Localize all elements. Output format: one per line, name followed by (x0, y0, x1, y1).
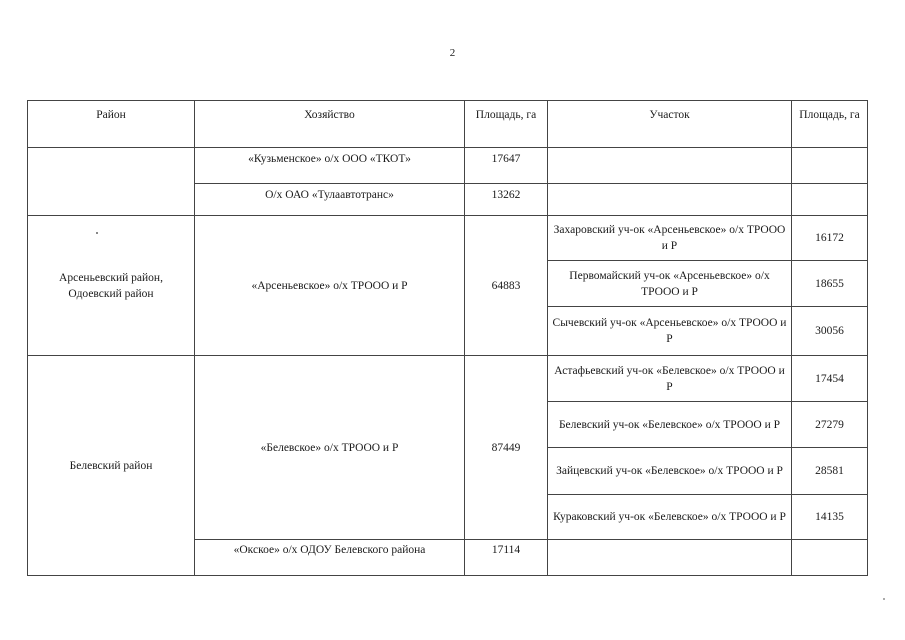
plot-area-cell: 27279 (792, 402, 868, 448)
district-cell: Белевский район (28, 356, 195, 576)
district-cell: Арсеньевский район, Одоевский район (28, 216, 195, 356)
hunting-grounds-table (27, 100, 868, 576)
farm-cell: «Арсеньевское» о/х ТРООО и Р (195, 216, 465, 356)
plot-cell: Первомайский уч-ок «Арсеньевское» о/х ТРООО и Р (548, 261, 792, 307)
plot-cell: Астафьевский уч-ок «Белевское» о/х ТРООО и Р (548, 356, 792, 402)
plot-cell: Кураковский уч-ок «Белевское» о/х ТРООО и Р (548, 495, 792, 540)
plot-cell-empty (548, 184, 792, 216)
table-row (28, 148, 868, 184)
plot-area-cell-empty (792, 148, 868, 184)
header-farm: Хозяйство (195, 101, 465, 148)
plot-area-cell: 28581 (792, 448, 868, 495)
plot-area-cell: 18655 (792, 261, 868, 307)
plot-area-cell-empty (792, 540, 868, 576)
farm-area-cell: 17647 (465, 148, 548, 184)
plot-area-cell: 17454 (792, 356, 868, 402)
farm-area-cell: 13262 (465, 184, 548, 216)
farm-area-cell: 17114 (465, 540, 548, 576)
plot-cell: Захаровский уч-ок «Арсеньевское» о/х ТРООО и Р (548, 216, 792, 261)
scan-speck (883, 598, 885, 600)
header-district: Район (28, 101, 195, 148)
header-plot: Участок (548, 101, 792, 148)
table-row (28, 216, 868, 261)
header-plot-area: Площадь, га (792, 101, 868, 148)
scan-speck (96, 232, 98, 234)
farm-cell: О/х ОАО «Тулаавтотранс» (195, 184, 465, 216)
plot-area-cell: 30056 (792, 307, 868, 356)
plot-cell-empty (548, 540, 792, 576)
farm-cell: «Кузьменское» о/х ООО «ТКОТ» (195, 148, 465, 184)
plot-cell-empty (548, 148, 792, 184)
plot-area-cell: 16172 (792, 216, 868, 261)
header-farm-area: Площадь, га (465, 101, 548, 148)
table-row (28, 356, 868, 402)
district-cell-empty (28, 148, 195, 216)
plot-cell: Зайцевский уч-ок «Белевское» о/х ТРООО и Р (548, 448, 792, 495)
plot-area-cell-empty (792, 184, 868, 216)
table-header-row (28, 101, 868, 148)
farm-cell: «Окское» о/х ОДОУ Белевского района (195, 540, 465, 576)
farm-area-cell: 64883 (465, 216, 548, 356)
page-number: 2 (449, 47, 456, 59)
farm-area-cell: 87449 (465, 356, 548, 540)
plot-area-cell: 14135 (792, 495, 868, 540)
farm-cell: «Белевское» о/х ТРООО и Р (195, 356, 465, 540)
plot-cell: Сычевский уч-ок «Арсеньевское» о/х ТРООО и Р (548, 307, 792, 356)
plot-cell: Белевский уч-ок «Белевское» о/х ТРООО и Р (548, 402, 792, 448)
